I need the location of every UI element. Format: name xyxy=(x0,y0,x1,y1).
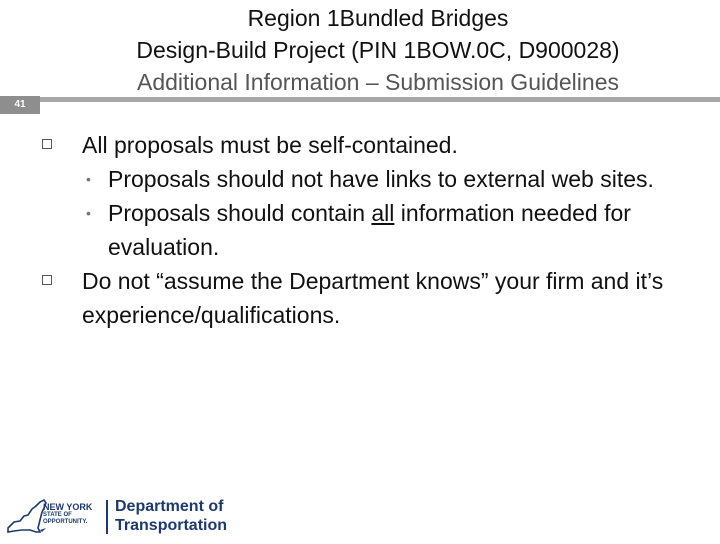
slide-body xyxy=(40,128,690,332)
sub-bullet-text-part: Proposals should contain xyxy=(108,200,372,226)
title-line-1: Region 1Bundled Bridges xyxy=(247,5,509,31)
dot-bullet-icon: • xyxy=(86,205,91,221)
header-divider xyxy=(0,97,720,102)
checkbox-bullet-icon xyxy=(42,275,52,285)
sub-bullet-item xyxy=(82,196,690,264)
ny-state-name: NEW YORK xyxy=(43,502,93,512)
slide-number: 41 xyxy=(0,96,40,114)
slide-title xyxy=(0,2,720,98)
title-line-3: Additional Information – Submission Guidelines xyxy=(137,69,619,95)
ny-state-tagline: STATE OF OPPORTUNITY. xyxy=(43,512,88,525)
department-name xyxy=(115,497,227,535)
sub-bullet-emphasis: all xyxy=(371,200,395,226)
sub-bullet-item xyxy=(82,162,690,196)
title-line-2: Design-Build Project (PIN 1BOW.0C, D900028) xyxy=(136,37,620,63)
dot-bullet-icon: • xyxy=(86,171,91,187)
bullet-item xyxy=(40,128,690,264)
logo-divider xyxy=(106,500,108,534)
bullet-text: All proposals must be self-contained. xyxy=(82,132,458,158)
bullet-text: Do not “assume the Department knows” your firm and it’s experience/qualifications. xyxy=(82,268,664,328)
sub-bullet-text-part: information needed for evaluation. xyxy=(108,200,631,260)
bullet-item xyxy=(40,264,690,332)
sub-bullet-text: Proposals should not have links to external web sites. xyxy=(108,166,654,192)
department-line-2: Transportation xyxy=(115,517,228,534)
department-line-1: Department of xyxy=(115,498,224,515)
checkbox-bullet-icon xyxy=(42,139,52,149)
